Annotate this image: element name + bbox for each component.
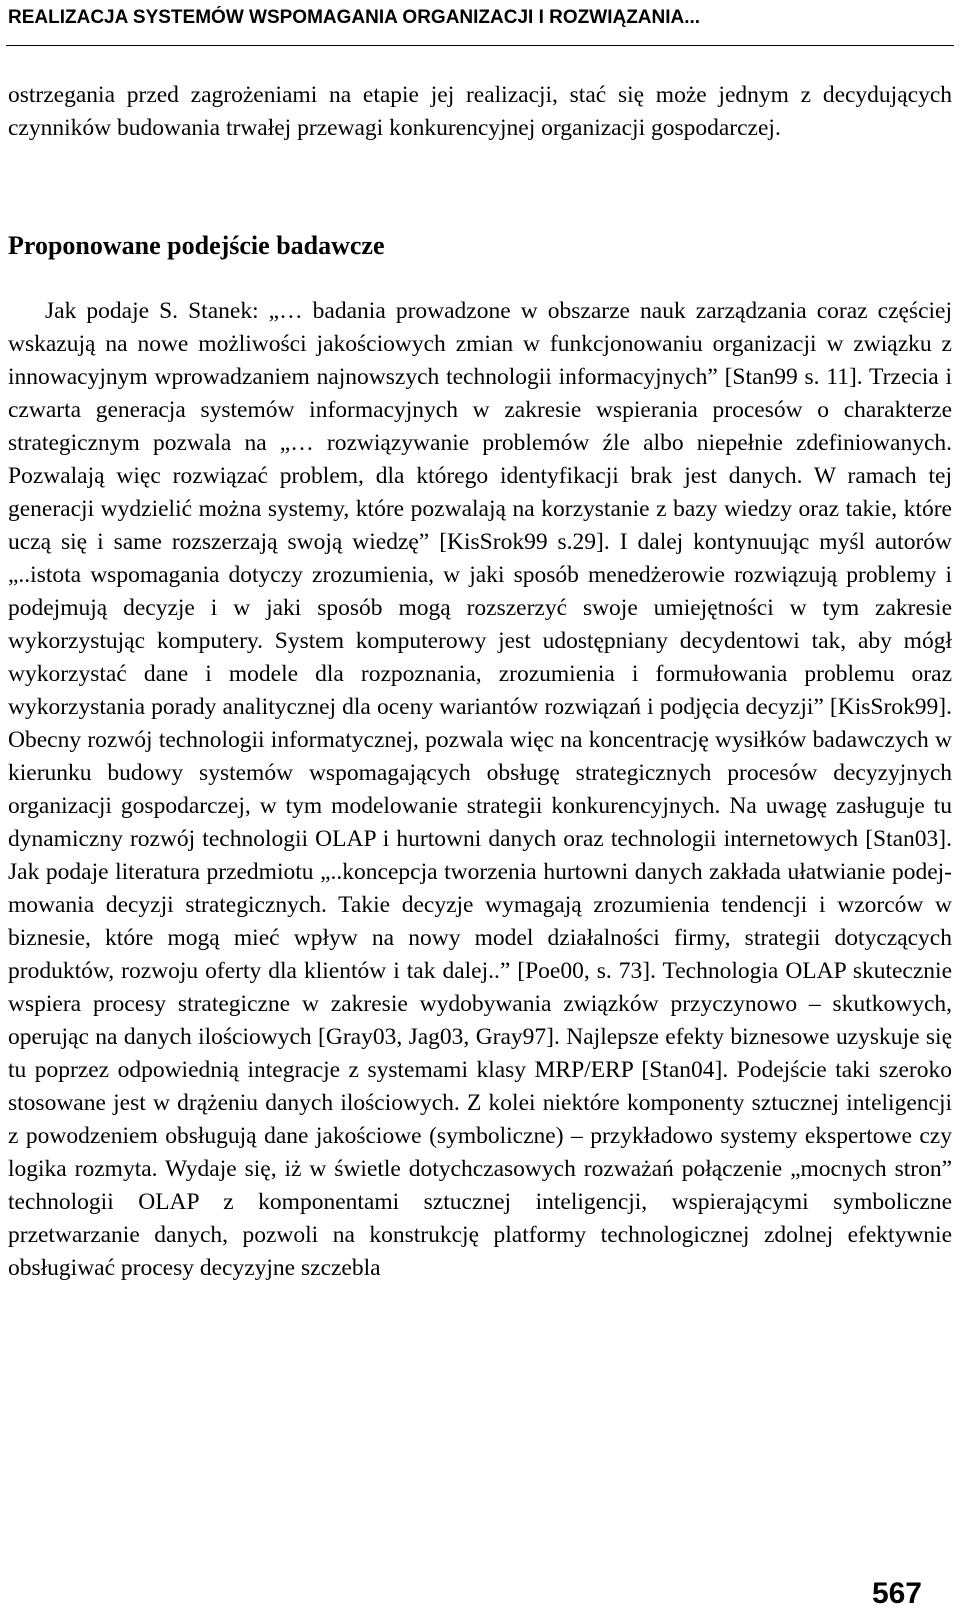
paragraph-main: Jak podaje S. Stanek: „… badania prowadzone w obszarze nauk zarządzania coraz częściej wskazują na nowe możliwości jakościowych zmian w funkcjonowaniu organizacji w związku z innowacyjnym wprowadzaniem najnowszych technologii informacyjnych” [Stan99 s. 11]. Trzecia i czwarta generacja systemów informacyjnych w zakresie wspierania procesów o charakterze strategicznym pozwala na „… rozwiązywanie problemów źle albo niepełnie zdefiniowanych. Pozwalają więc rozwiązać problem, dla którego identyfikacji brak jest danych. W ramach tej generacji wydzielić można systemy, które pozwalają na korzystanie z bazy wiedzy oraz takie, które uczą się i same rozszerzają swoją wiedzę” [KisSrok99 s.29]. I dalej kontynuując myśl autorów „..istota wspomagania dotyczy zrozumienia, w jaki sposób menedżerowie rozwiązują problemy i podejmują decyzje i w jaki sposób mogą rozszerzyć swoje umiejętności w tym zakresie wykorzystując komputery. System komputerowy jest udostępniany decydentowi tak, aby mógł wykorzystać dane i modele dla rozpoznania, zrozumienia i formułowania problemu oraz wykorzystania porady analitycznej dla oceny wariantów rozwiązań i podjęcia decyzji” [KisSrok99]. Obecny rozwój technologii informatycznej, pozwala więc na koncentrację wysiłków badawczych w kierunku budowy systemów wspomagających obsługę strategicznych procesów decyzyjnych organizacji gospodarczej, w tym modelowanie strategii konkurencyjnych. Na uwagę zasługuje tu dynamiczny rozwój technologii OLAP i hurtowni danych oraz technologii internetowych [Stan03]. Jak podaje literatura przedmiotu „..koncepcja tworzenia hurtowni danych zakłada ułatwianie podejmowania decyzji strategicznych. Takie decyzje wymagają zrozumienia tendencji i wzorców w biznesie, które mogą mieć wpływ na nowy model działalności firmy, strategii dotyczących produktów, rozwoju oferty dla klientów i tak dalej..” [Poe00, s. 73]. Technologia OLAP skutecznie wspiera procesy strategiczne w zakresie wydobywania związków przyczynowo – skutkowych, operując na danych ilościowych [Gray03, Jag03, Gray97]. Najlepsze efekty biznesowe uzyskuje się tu poprzez odpowiednią integracje z systemami klasy MRP/ERP [Stan04]. Podejście taki szeroko stosowane jest w drążeniu danych ilościowych. Z kolei niektóre komponenty sztucznej inteligencji z powodzeniem obsługują dane jakościowe (symboliczne) – przykładowo systemy ekspertowe czy logika rozmyta. Wydaje się, iż w świetle dotychczasowych rozważań połączenie „mocnych stron” technologii OLAP z komponentami sztucznej inteligencji, wspierającymi symboliczne przetwarzanie danych, pozwoli na konstrukcję platformy technologicznej zdolnej efektywnie obsługiwać procesy decyzyjne szczebla (8, 298, 952, 1281)
page-number: 567 (871, 1577, 922, 1610)
paragraph-continued: ostrzegania przed zagrożeniami na etapie jej realizacji, stać się może jednym z decydujących czynników budowania trwałej przewagi konkurencyjnej organizacji gospodarczej. (8, 82, 952, 141)
running-header: REALIZACJA SYSTEMÓW WSPOMAGANIA ORGANIZACJI I ROZWIĄZANIA... (8, 7, 701, 28)
header-rule (6, 45, 954, 46)
section-heading: Proponowane podejście badawcze (8, 231, 385, 260)
